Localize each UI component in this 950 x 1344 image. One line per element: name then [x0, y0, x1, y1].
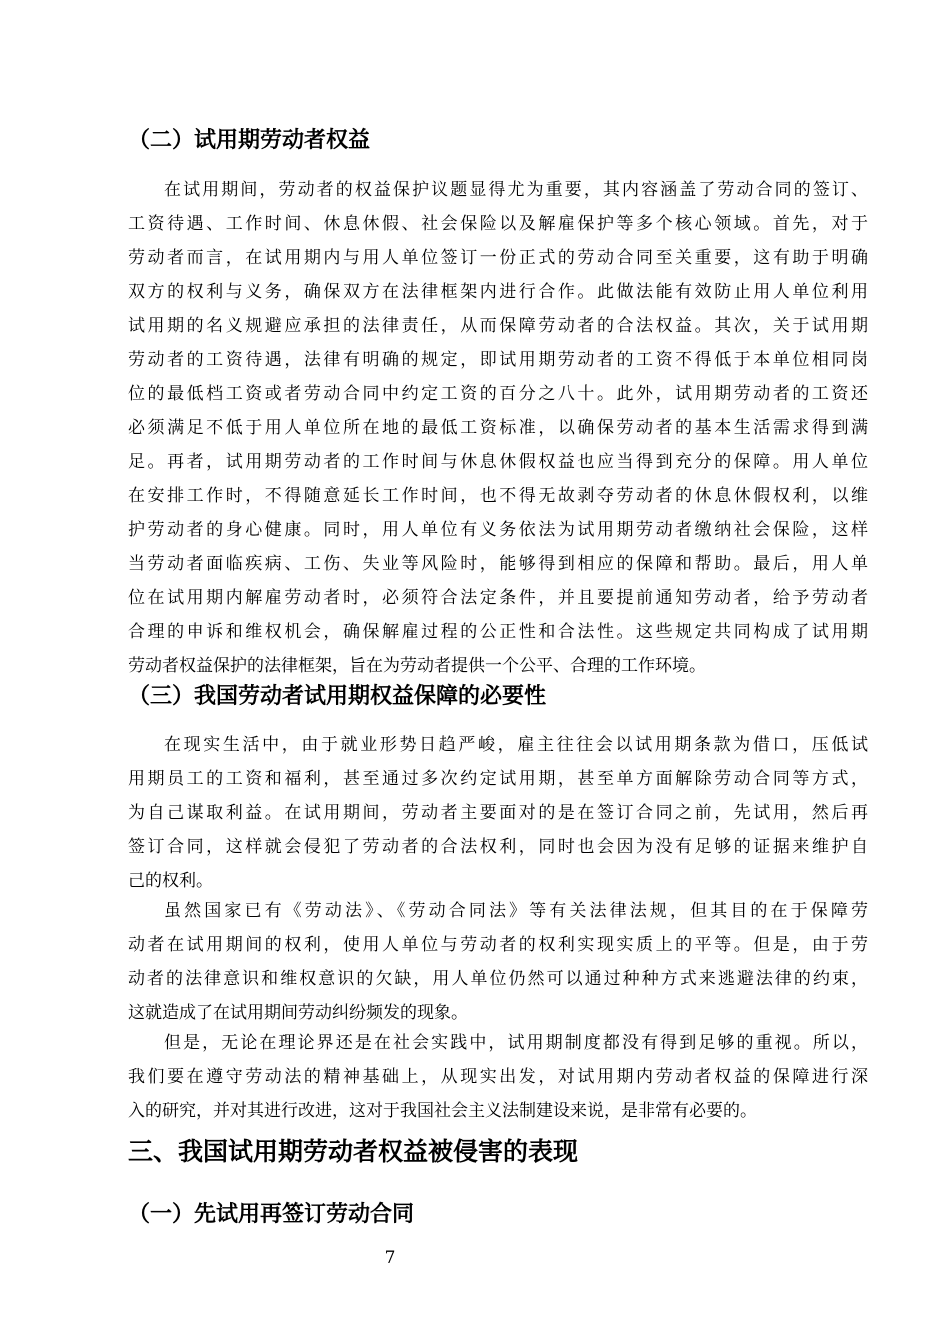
text-line: 劳动者的工资待遇，法律有明确的规定，即试用期劳动者的工资不得低于本单位相同岗 [128, 350, 868, 370]
text-line: 在现实生活中，由于就业形势日趋严峻，雇主往往会以试用期条款为借口，压低试 [164, 735, 868, 755]
subsection-heading-trial-before-contract: （一）先试用再签订劳动合同 [128, 1202, 415, 1227]
chapter-heading-infringement: 三、我国试用期劳动者权益被侵害的表现 [128, 1137, 579, 1166]
text-line: 工资待遇、工作时间、休息休假、社会保险以及解雇保护等多个核心领域。首先，对于 [128, 214, 868, 234]
text-line: 这就造成了在试用期间劳动纠纷频发的现象。 [128, 1003, 468, 1023]
text-line: 己的权利。 [128, 871, 213, 891]
text-line: 在安排工作时，不得随意延长工作时间，也不得无故剥夺劳动者的休息休假权利，以维 [128, 486, 868, 506]
text-line: 签订合同，这样就会侵犯了劳动者的合法权利，同时也会因为没有足够的证据来维护自 [128, 837, 868, 857]
text-line: 位在试用期内解雇劳动者时，必须符合法定条件，并且要提前通知劳动者，给予劳动者 [128, 588, 868, 608]
paragraph-necessity-1 [128, 728, 868, 898]
page-number: 7 [384, 1248, 396, 1268]
text-line: 劳动者权益保护的法律框架，旨在为劳动者提供一个公平、合理的工作环境。 [128, 656, 706, 676]
section-heading-necessity: （三）我国劳动者试用期权益保障的必要性 [128, 684, 547, 709]
text-line: 在试用期间，劳动者的权益保护议题显得尤为重要，其内容涵盖了劳动合同的签订、 [164, 180, 868, 200]
text-line: 足。再者，试用期劳动者的工作时间与休息休假权益也应当得到充分的保障。用人单位 [128, 452, 868, 472]
text-line: 合理的申诉和维权机会，确保解雇过程的公正性和合法性。这些规定共同构成了试用期 [128, 622, 868, 642]
text-line: 为自己谋取利益。在试用期间，劳动者主要面对的是在签订合同之前，先试用，然后再 [128, 803, 868, 823]
text-line: 必须满足不低于用人单位所在地的最低工资标准，以确保劳动者的基本生活需求得到满 [128, 418, 868, 438]
text-line: 虽然国家已有《劳动法》、《劳动合同法》等有关法律法规，但其目的在于保障劳 [164, 901, 868, 921]
text-line: 动者的法律意识和维权意识的欠缺，用人单位仍然可以通过种种方式来逃避法律的约束， [128, 969, 868, 989]
paragraph-trial-rights [128, 173, 868, 683]
paragraph-necessity-2 [128, 894, 868, 1030]
text-line: 劳动者而言，在试用期内与用人单位签订一份正式的劳动合同至关重要，这有助于明确 [128, 248, 868, 268]
text-line: 我们要在遵守劳动法的精神基础上，从现实出发，对试用期内劳动者权益的保障进行深 [128, 1067, 868, 1087]
text-line: 双方的权利与义务，确保双方在法律框架内进行合作。此做法能有效防止用人单位利用 [128, 282, 868, 302]
text-line: 入的研究，并对其进行改进，这对于我国社会主义法制建设来说，是非常有必要的。 [128, 1101, 757, 1121]
text-line: 用期员工的工资和福利，甚至通过多次约定试用期，甚至单方面解除劳动合同等方式， [128, 769, 868, 789]
text-line: 但是，无论在理论界还是在社会实践中，试用期制度都没有得到足够的重视。所以， [164, 1033, 868, 1053]
text-line: 护劳动者的身心健康。同时，用人单位有义务依法为试用期劳动者缴纳社会保险，这样 [128, 520, 868, 540]
section-heading-trial-rights: （二）试用期劳动者权益 [128, 128, 371, 153]
text-line: 当劳动者面临疾病、工伤、失业等风险时，能够得到相应的保障和帮助。最后，用人单 [128, 554, 868, 574]
text-line: 动者在试用期间的权利，使用人单位与劳动者的权利实现实质上的平等。但是，由于劳 [128, 935, 868, 955]
text-line: 位的最低档工资或者劳动合同中约定工资的百分之八十。此外，试用期劳动者的工资还 [128, 384, 868, 404]
text-line: 试用期的名义规避应承担的法律责任，从而保障劳动者的合法权益。其次，关于试用期 [128, 316, 868, 336]
paragraph-necessity-3 [128, 1026, 868, 1128]
